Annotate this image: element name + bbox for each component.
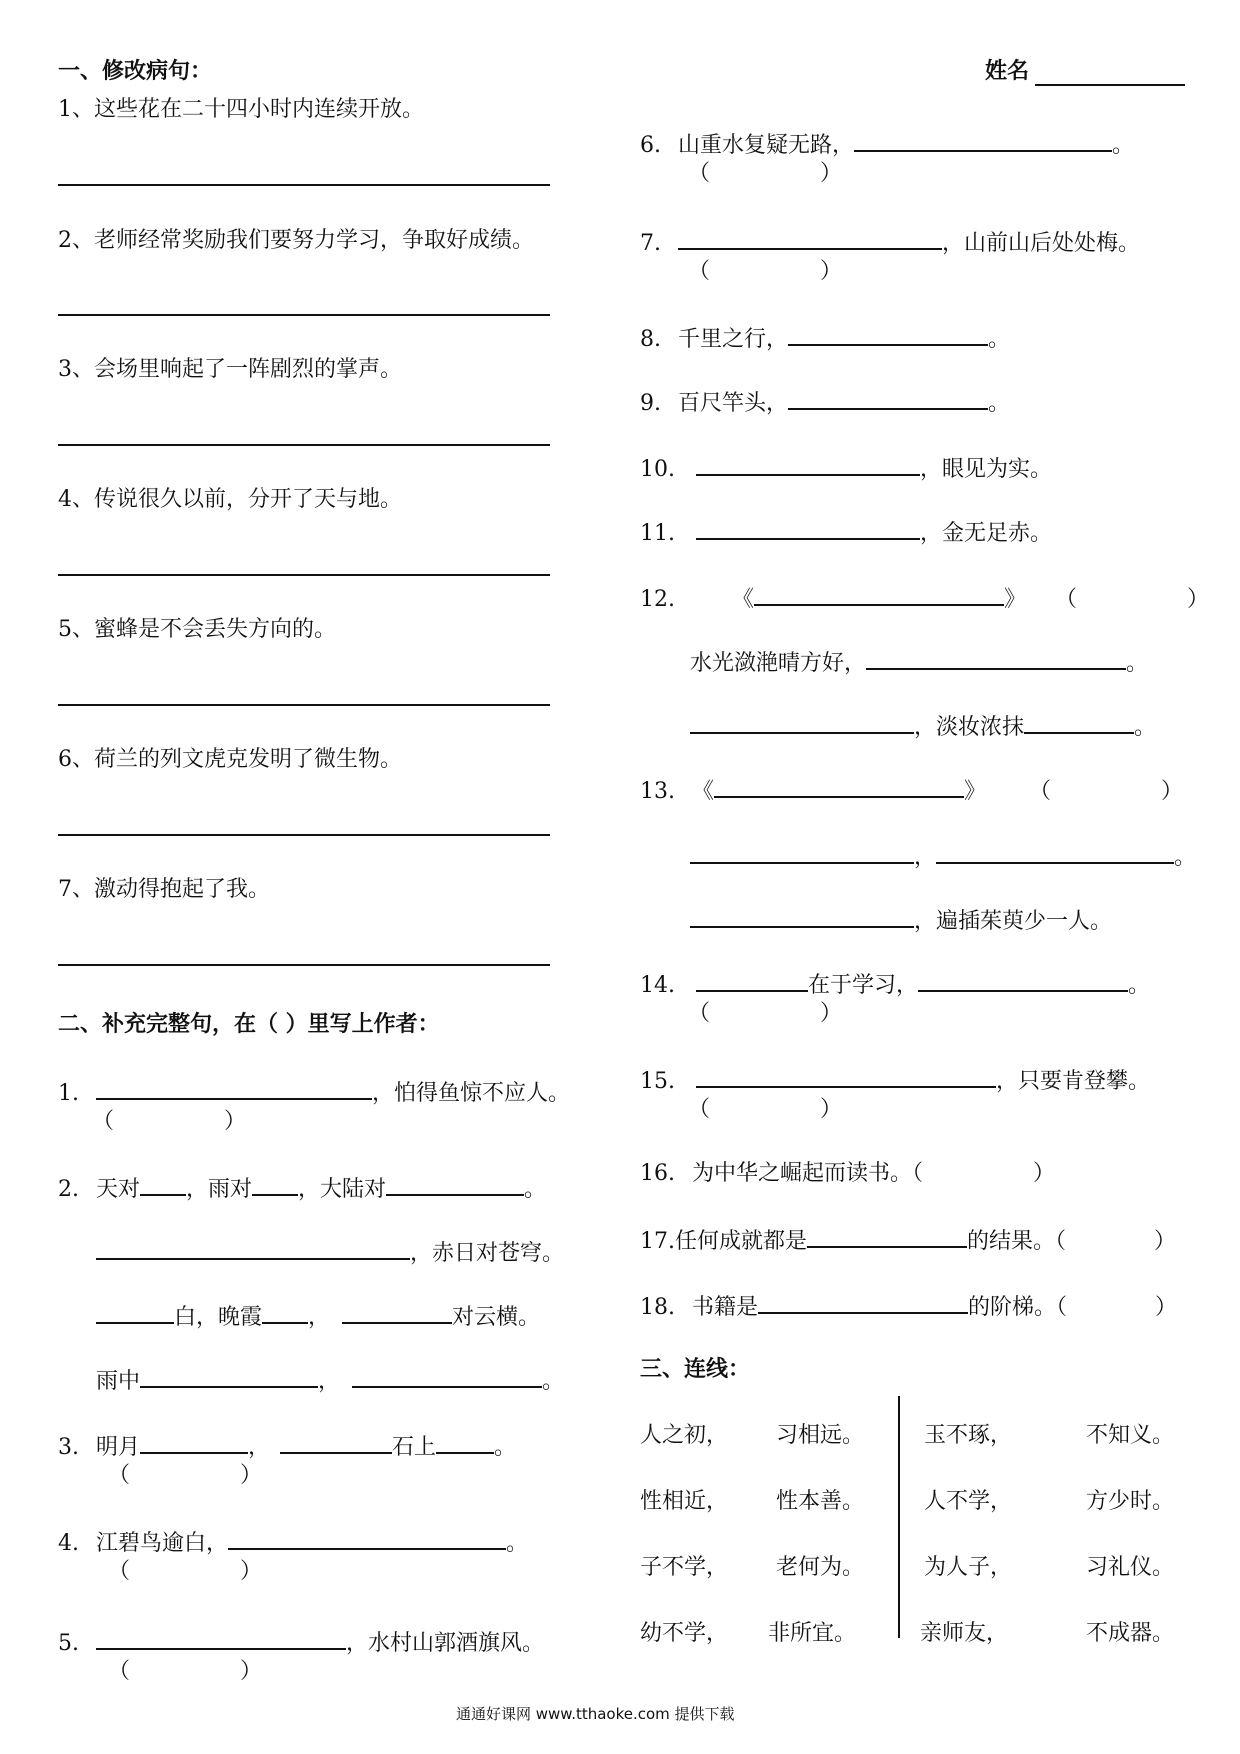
match-right-a[interactable]: 亲师友， <box>920 1621 1009 1646</box>
author-paren[interactable]: （ ） <box>92 1109 247 1134</box>
answer-line-3[interactable] <box>58 444 550 446</box>
q-text: 为中华之崛起而读书。（ ） <box>692 1161 1056 1186</box>
poem-q3 <box>58 1430 516 1462</box>
q-number: 8. <box>640 327 661 352</box>
author-paren[interactable]: （ ） <box>1055 587 1210 612</box>
match-left-b[interactable]: 老何为。 <box>776 1555 865 1580</box>
answer-line-4[interactable] <box>58 574 550 576</box>
title-blank[interactable] <box>714 774 964 798</box>
sentence-4: 4、传说很久以前，分开了天与地。 <box>58 487 402 512</box>
q-number: 2. <box>58 1177 79 1202</box>
blank[interactable] <box>690 710 914 734</box>
q-text: 的阶梯。（ ） <box>968 1295 1178 1320</box>
match-left-b[interactable]: 性本善。 <box>776 1489 865 1514</box>
q-text: ，大陆对 <box>298 1177 387 1202</box>
q-number: 16. <box>640 1161 675 1186</box>
q-text: 的结果。（ ） <box>967 1229 1177 1254</box>
q-text: 千里之行， <box>678 327 789 352</box>
answer-line-6[interactable] <box>58 834 550 836</box>
blank[interactable] <box>228 1526 506 1550</box>
poem-q15 <box>640 1064 1150 1096</box>
author-paren[interactable]: （ ） <box>688 1097 843 1122</box>
poem-q8 <box>640 322 1010 354</box>
name-field[interactable] <box>1035 84 1185 86</box>
title-blank[interactable] <box>754 582 1004 606</box>
poem-q11 <box>640 516 1052 548</box>
q-text: ，淡妆浓抹 <box>914 715 1025 740</box>
blank[interactable] <box>96 1236 410 1260</box>
q-text: 《 <box>732 587 755 612</box>
poem-q4 <box>58 1526 528 1558</box>
blank[interactable] <box>866 646 1126 670</box>
blank[interactable] <box>696 452 920 476</box>
author-paren[interactable]: （ ） <box>108 1659 263 1684</box>
section-3-title: 三、连线： <box>640 1357 751 1382</box>
author-paren[interactable]: （ ） <box>1029 779 1184 804</box>
section-1-title: 一、修改病句： <box>58 59 213 84</box>
q-number: 14. <box>640 973 675 998</box>
q-text: 明月 <box>96 1435 141 1460</box>
author-paren[interactable]: （ ） <box>108 1559 263 1584</box>
q-text: 。 <box>1134 715 1157 740</box>
poem-q12-line3 <box>690 710 1156 742</box>
poem-q2-line2 <box>96 1236 564 1268</box>
answer-line-7[interactable] <box>58 964 550 966</box>
blank[interactable] <box>696 1064 996 1088</box>
q-number: 6. <box>640 133 661 158</box>
q-number: 9. <box>640 391 661 416</box>
blank[interactable] <box>854 128 1112 152</box>
q-text: 。 <box>1128 973 1151 998</box>
poem-q14 <box>640 968 1150 1000</box>
q-number: 7. <box>640 231 661 256</box>
q-number: 4. <box>58 1531 79 1556</box>
poem-q2-line4 <box>96 1364 564 1396</box>
sentence-6: 6、荷兰的列文虎克发明了微生物。 <box>58 747 402 772</box>
q-text: 。 <box>494 1435 517 1460</box>
q-number: 17. <box>640 1229 675 1254</box>
q-number: 18. <box>640 1295 675 1320</box>
divider <box>898 1396 900 1638</box>
q-text: ， <box>308 1305 331 1330</box>
q-text: ，怕得鱼惊不应人。 <box>372 1081 571 1106</box>
poem-q12-line1 <box>640 582 1209 614</box>
blank[interactable] <box>342 1300 452 1324</box>
q-text: 对云横。 <box>452 1305 541 1330</box>
q-text: ，眼见为实。 <box>920 457 1053 482</box>
match-right-b[interactable]: 方少时。 <box>1086 1489 1175 1514</box>
sentence-7: 7、激动得抱起了我。 <box>58 877 270 902</box>
q-text: 。 <box>988 327 1011 352</box>
poem-q13-line2 <box>690 840 1196 872</box>
poem-q9 <box>640 386 1010 418</box>
blank[interactable] <box>352 1364 542 1388</box>
footer: 通通好课网 www.tthaoke.com 提供下载 <box>456 1705 735 1723</box>
blank[interactable] <box>788 322 988 346</box>
match-right-a[interactable]: 为人子， <box>924 1555 1013 1580</box>
blank[interactable] <box>96 1300 174 1324</box>
q-text: 任何成就都是 <box>675 1229 808 1254</box>
poem-q6 <box>640 128 1134 160</box>
blank[interactable] <box>262 1300 308 1324</box>
blank[interactable] <box>140 1364 318 1388</box>
q-number: 5. <box>58 1631 79 1656</box>
poem-q17 <box>640 1224 1176 1256</box>
match-right-b[interactable]: 习礼仪。 <box>1086 1555 1175 1580</box>
poem-q5 <box>58 1626 544 1658</box>
answer-line-5[interactable] <box>58 704 550 706</box>
q-text: 。 <box>1112 133 1135 158</box>
match-right-b[interactable]: 不成器。 <box>1086 1621 1175 1646</box>
q-text: 。 <box>1174 845 1197 870</box>
q-number: 15. <box>640 1069 675 1094</box>
q-text: 。 <box>524 1177 547 1202</box>
poem-q2-line1 <box>58 1172 546 1204</box>
blank[interactable] <box>758 1290 968 1314</box>
sentence-1: 1、这些花在二十四小时内连续开放。 <box>58 97 424 122</box>
match-left-a[interactable]: 子不学， <box>640 1555 729 1580</box>
q-text: 江碧鸟逾白， <box>96 1531 229 1556</box>
q-text: 。 <box>1126 651 1149 676</box>
q-text: 石上 <box>392 1435 437 1460</box>
match-left-a[interactable]: 幼不学， <box>640 1621 729 1646</box>
blank[interactable] <box>140 1172 186 1196</box>
q-text: 百尺竿头， <box>678 391 789 416</box>
q-number: 12. <box>640 587 675 612</box>
poem-q13-line1 <box>640 774 1183 806</box>
blank[interactable] <box>140 1430 248 1454</box>
q-text: 雨中 <box>96 1369 141 1394</box>
poem-q10 <box>640 452 1052 484</box>
q-text: 白，晚霞 <box>174 1305 263 1330</box>
sentence-2: 2、老师经常奖励我们要努力学习，争取好成绩。 <box>58 228 534 253</box>
match-left-a[interactable]: 人之初， <box>640 1423 729 1448</box>
blank[interactable] <box>696 516 920 540</box>
q-text: ，赤日对苍穹。 <box>410 1241 565 1266</box>
blank[interactable] <box>252 1172 298 1196</box>
q-text: ， <box>248 1435 271 1460</box>
blank[interactable] <box>386 1172 524 1196</box>
q-text: 。 <box>506 1531 529 1556</box>
blank[interactable] <box>1024 710 1134 734</box>
q-text: 天对 <box>96 1177 141 1202</box>
blank[interactable] <box>788 386 988 410</box>
blank[interactable] <box>696 968 808 992</box>
q-text: ，雨对 <box>186 1177 253 1202</box>
q-text: 。 <box>988 391 1011 416</box>
poem-q18 <box>640 1290 1177 1322</box>
match-right-b[interactable]: 不知义。 <box>1086 1423 1175 1448</box>
match-right-a[interactable]: 玉不琢， <box>924 1423 1013 1448</box>
q-text: 《 <box>692 779 715 804</box>
q-text: ，遍插茱萸少一人。 <box>914 909 1113 934</box>
blank[interactable] <box>807 1224 967 1248</box>
author-paren[interactable]: （ ） <box>108 1463 263 1488</box>
q-text: ，只要肯登攀。 <box>996 1069 1151 1094</box>
q-text: ，山前山后处处梅。 <box>942 231 1141 256</box>
blank[interactable] <box>918 968 1128 992</box>
match-left-b[interactable]: 习相远。 <box>776 1423 865 1448</box>
blank[interactable] <box>936 840 1174 864</box>
author-paren[interactable]: （ ） <box>688 1001 843 1026</box>
q-text: ， <box>914 845 937 870</box>
q-text: ， <box>318 1369 341 1394</box>
blank[interactable] <box>436 1430 494 1454</box>
blank[interactable] <box>280 1430 392 1454</box>
blank[interactable] <box>96 1076 372 1100</box>
match-left-b[interactable]: 非所宜。 <box>768 1621 857 1646</box>
poem-q16 <box>640 1160 1055 1188</box>
blank[interactable] <box>96 1626 346 1650</box>
q-text: 书籍是 <box>692 1295 759 1320</box>
q-text: ，金无足赤。 <box>920 521 1053 546</box>
answer-line-1[interactable] <box>58 184 550 186</box>
q-text: 》 <box>964 779 987 804</box>
poem-q12-line2 <box>690 646 1148 678</box>
q-text: 山重水复疑无路， <box>678 133 855 158</box>
blank[interactable] <box>690 840 914 864</box>
q-number: 1. <box>58 1081 79 1106</box>
blank[interactable] <box>678 226 942 250</box>
author-paren[interactable]: （ ） <box>688 259 843 284</box>
blank[interactable] <box>690 904 914 928</box>
sentence-3: 3、会场里响起了一阵剧烈的掌声。 <box>58 357 402 382</box>
q-text: 。 <box>542 1369 565 1394</box>
q-text: 》 <box>1004 587 1027 612</box>
q-text: 水光潋滟晴方好， <box>690 651 867 676</box>
q-number: 3. <box>58 1435 79 1460</box>
answer-line-2[interactable] <box>58 314 550 316</box>
q-text: ，水村山郭酒旗风。 <box>346 1631 545 1656</box>
q-number: 11. <box>640 521 675 546</box>
q-text: 在于学习， <box>808 973 919 998</box>
match-left-a[interactable]: 性相近， <box>640 1489 729 1514</box>
poem-q7 <box>640 226 1140 258</box>
q-number: 13. <box>640 779 675 804</box>
poem-q2-line3 <box>96 1300 540 1332</box>
name-label: 姓名 <box>985 59 1030 84</box>
poem-q13-line3 <box>690 904 1112 936</box>
q-number: 10. <box>640 457 675 482</box>
author-paren[interactable]: （ ） <box>688 161 843 186</box>
poem-q1 <box>58 1076 570 1108</box>
sentence-5: 5、蜜蜂是不会丢失方向的。 <box>58 617 336 642</box>
section-2-title: 二、补充完整句，在（ ）里写上作者： <box>58 1012 440 1037</box>
match-right-a[interactable]: 人不学， <box>924 1489 1013 1514</box>
